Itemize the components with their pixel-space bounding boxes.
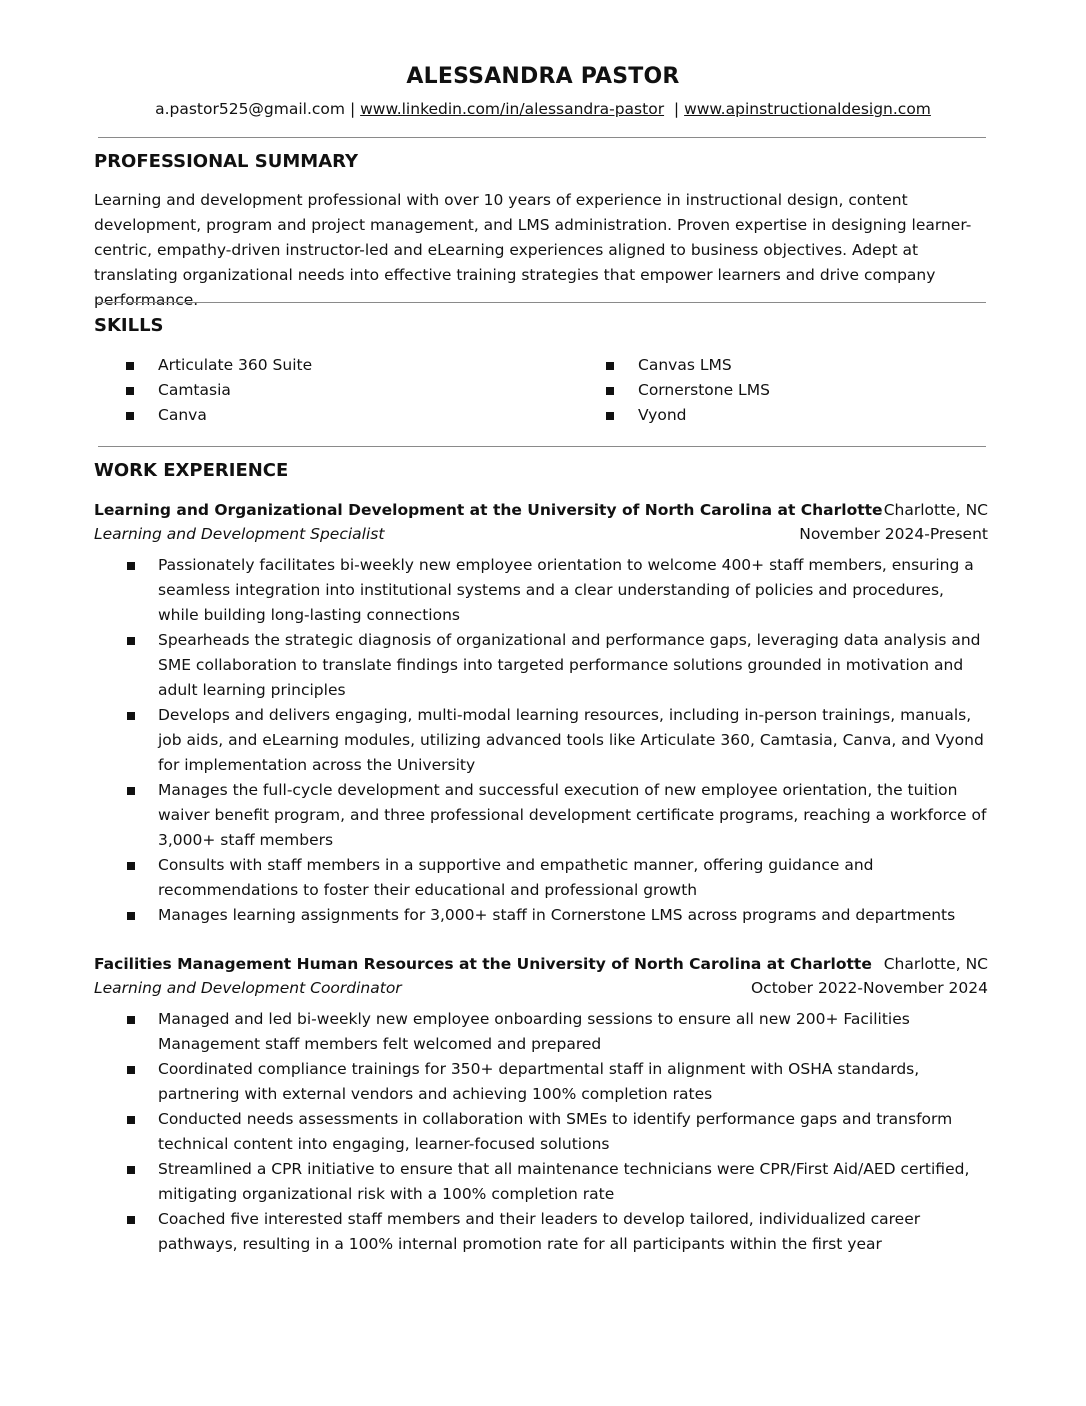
job-organization: Learning and Organizational Development at the University of North Carolina at Charlotte: [94, 501, 883, 519]
contact-separator: |: [664, 100, 685, 118]
job-location: Charlotte, NC: [883, 501, 988, 519]
bullet-square-icon: [127, 1216, 135, 1224]
website-link[interactable]: www.apinstructionaldesign.com: [684, 100, 931, 118]
bullet-square-icon: [606, 412, 614, 420]
skill-item: Vyond: [606, 403, 770, 428]
bullet-square-icon: [127, 637, 135, 645]
job-entry: [94, 498, 988, 928]
bullet-square-icon: [606, 387, 614, 395]
bullet-square-icon: [127, 1066, 135, 1074]
job-organization: Facilities Management Human Resources at the University of North Carolina at Charlotte: [94, 955, 872, 973]
email-text: a.pastor525@gmail.com: [155, 100, 346, 118]
skill-item: Camtasia: [126, 378, 312, 403]
skills-list-left: [126, 353, 312, 428]
candidate-name: ALESSANDRA PASTOR: [406, 64, 680, 89]
skill-item: Cornerstone LMS: [606, 378, 770, 403]
job-title: Learning and Development Specialist: [94, 525, 385, 543]
list-item: Coached five interested staff members and their leaders to develop tailored, individualized career pathways, resulting in a 100% internal promotion rate for all participants within the first year: [94, 1207, 988, 1257]
bullet-square-icon: [126, 362, 134, 370]
list-item: Conducted needs assessments in collaboration with SMEs to identify performance gaps and transform technical content into engaging, learner-focused solutions: [94, 1107, 988, 1157]
list-item: Consults with staff members in a supportive and empathetic manner, offering guidance and recommendations to foster their educational and professional growth: [94, 853, 988, 903]
divider: [98, 137, 986, 138]
list-item: Coordinated compliance trainings for 350+ departmental staff in alignment with OSHA standards, partnering with external vendors and achieving 100% completion rates: [94, 1057, 988, 1107]
job-dates: October 2022-November 2024: [750, 979, 988, 997]
job-subheader: [94, 976, 988, 1000]
skills-list-right: [606, 353, 770, 428]
bullet-square-icon: [127, 712, 135, 720]
job-header: [94, 498, 988, 522]
list-item: Manages the full-cycle development and successful execution of new employee orientation, the tuition waiver benefit program, and three professional development certificate programs, reaching a workforce of 3,000+ staff members: [94, 778, 988, 853]
bullet-square-icon: [126, 387, 134, 395]
bullet-square-icon: [606, 362, 614, 370]
bullet-square-icon: [127, 912, 135, 920]
job-header: [94, 952, 988, 976]
bullet-square-icon: [126, 412, 134, 420]
bullet-square-icon: [127, 562, 135, 570]
contact-line: [0, 100, 1086, 118]
skills-heading: SKILLS: [94, 315, 164, 336]
skill-item: Canva: [126, 403, 312, 428]
job-entry: [94, 952, 988, 1257]
list-item: Develops and delivers engaging, multi-modal learning resources, including in-person trainings, manuals, job aids, and eLearning modules, utilizing advanced tools like Articulate 360, Camtasia, Canva, and Vyond for implementation across the University: [94, 703, 988, 778]
divider: [98, 302, 986, 303]
summary-heading: PROFESSIONAL SUMMARY: [94, 151, 359, 172]
skill-item: Canvas LMS: [606, 353, 770, 378]
job-dates: November 2024-Present: [799, 525, 988, 543]
summary-text: Learning and development professional with over 10 years of experience in instructional design, content development, program and project management, and LMS administration. Proven expertise in designing learner-centric, empathy-driven instructor-led and eLearning experiences aligned to business objectives. Adept at translating organizational needs into effective training strategies that empower learners and drive company performance.: [94, 191, 972, 309]
job-bullet-list: [94, 553, 988, 928]
job-subheader: [94, 522, 988, 546]
bullet-square-icon: [127, 1166, 135, 1174]
list-item: Passionately facilitates bi-weekly new employee orientation to welcome 400+ staff members, ensuring a seamless integration into institutional systems and a clear understanding of policies and procedures, while building long-lasting connections: [94, 553, 988, 628]
bullet-square-icon: [127, 862, 135, 870]
job-title: Learning and Development Coordinator: [94, 979, 402, 997]
job-location: Charlotte, NC: [883, 955, 988, 973]
list-item: Manages learning assignments for 3,000+ staff in Cornerstone LMS across programs and departments: [94, 903, 988, 928]
job-bullet-list: [94, 1007, 988, 1257]
linkedin-link[interactable]: www.linkedin.com/in/alessandra-pastor: [360, 100, 665, 118]
divider: [98, 446, 986, 447]
bullet-square-icon: [127, 1116, 135, 1124]
list-item: Streamlined a CPR initiative to ensure that all maintenance technicians were CPR/First Aid/AED certified, mitigating organizational risk with a 100% completion rate: [94, 1157, 988, 1207]
contact-separator: |: [345, 100, 361, 118]
list-item: Spearheads the strategic diagnosis of organizational and performance gaps, leveraging data analysis and SME collaboration to translate findings into targeted performance solutions grounded in motivation and adult learning principles: [94, 628, 988, 703]
list-item: Managed and led bi-weekly new employee onboarding sessions to ensure all new 200+ Facilities Management staff members felt welcomed and prepared: [94, 1007, 988, 1057]
bullet-square-icon: [127, 1016, 135, 1024]
experience-heading: WORK EXPERIENCE: [94, 460, 289, 481]
bullet-square-icon: [127, 787, 135, 795]
skill-item: Articulate 360 Suite: [126, 353, 312, 378]
